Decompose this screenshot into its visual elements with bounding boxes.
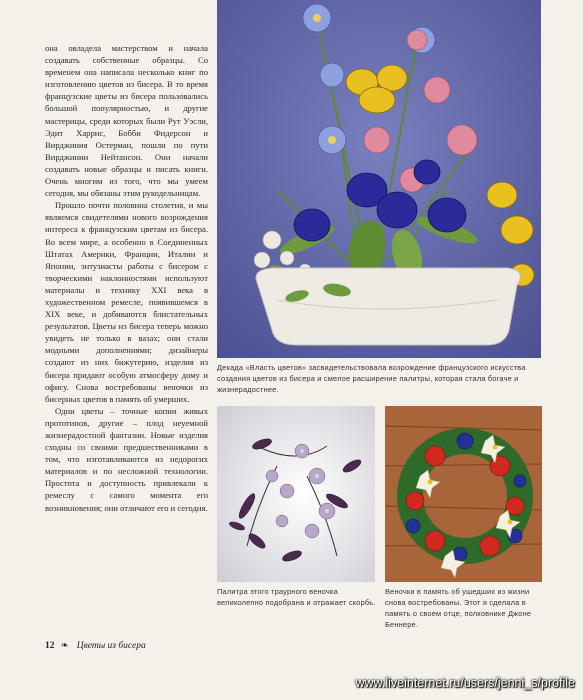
memorial-wreath-caption: Веночки в память об ушедших из жизни снова востребованы. Этот я сделала в память о своем отце, полковнике Джоне Беннере. [385,587,532,629]
page-number: 12 [45,641,55,651]
main-photo-caption: Декада «Власть цветов» засвидетельствовала возрождение французского искусства создания цветов из бисера и смелое расширение палитры, которая стала богаче и жизнерадостнее. [217,363,526,394]
paragraph-2: Прошло почти половина столетия, и мы являемся свидетелями нового возрождения интереса к французским цветам из бисера. Во всем мире, а особенно в Соединенных Штатах Америки, Франции, Италии и Японии, энтузиасты работы с бисером с творческими наклонностями используют материалы и технику XXI века в художественном ремесле, появившемся в XIX веке, и добиваются блистательных результатов. Цветы из бисера теперь можно увидеть не только в вазах; они стали модными дополнениями; дизайнеры создают из них бижутерию, изделия из бисера придают особую атмосферу дому и офису. Снова востребованы веночки из бисерных цветов в память об умерших. [45,200,208,404]
paragraph-3: Одни цветы – точные копии живых прототипов, другие – плод неуемной жизнерадостной фантазии. Новые изделия сходны со своими предшественниками в том, что изготавливаются из недорогих материалов и по несложной технологии. Простота и доступность привлекали к ремеслу с самого момента его возникновения; они отличают его и сегодня. [45,405,208,513]
body-text-column [45,42,208,514]
paragraph-1: она овладела мастерством и начала создавать собственные образцы. Со временем она написала несколько книг по изготовлению цветов из бисера. В то время французские цветы из бисера пользовались большой популярностью, и другие мастерицы, среди которых были Рут Уэсли, Эдит Харрис, Бобби Фидерсон и Вирджиния Остерман, пошли по пути Вирджинии Нейтансон. Они начали создавать новые образцы и писать книги. Очень многим из того, что мы умеем сегодня, мы обязаны этим рукодельницам. [45,43,208,199]
leaf-ornament-icon: ❧ [60,640,69,650]
book-title: Цветы из бисера [76,641,146,651]
mourning-wreath-caption: Палитра этого траурного веночка великолепно подобрана и отражает скорбь. [217,587,376,607]
mourning-wreath-photo [217,406,375,582]
memorial-wreath-photo [385,406,542,582]
watermark-url: www.liveinternet.ru/users/jenni_s/profile [355,676,575,690]
beaded-flower-arrangement-photo [217,0,541,358]
page-footer [45,640,146,651]
